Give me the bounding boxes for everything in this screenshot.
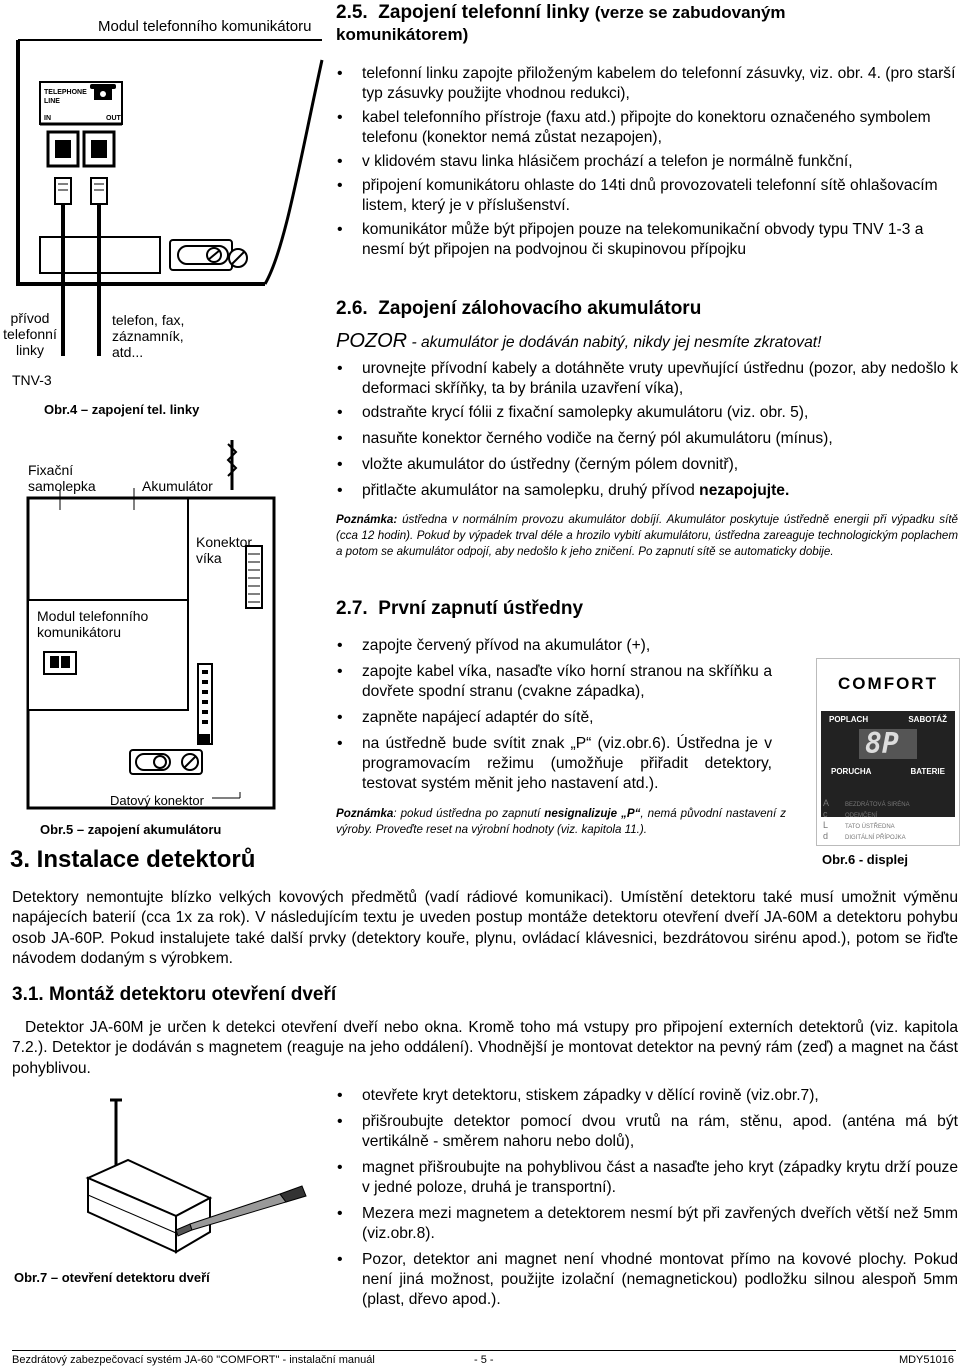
warning-word: POZOR	[336, 330, 408, 352]
section-2-5-number: 2.5.	[336, 2, 368, 23]
list-item: • kabel telefonního přístroje (faxu atd.) připojte do konektoru označeného symbolem telefonu (konektor nemá zůstat nezapojen),	[336, 108, 958, 148]
legend-key: c	[823, 809, 828, 819]
list-item: • zapojte červený přívod na akumulátor (+),	[336, 636, 772, 656]
legend-key: L	[823, 820, 829, 830]
fig5-konektor-label	[196, 534, 252, 566]
section-2-7-heading: První zapnutí ústředny	[378, 598, 584, 619]
porucha-label: PORUCHA	[831, 767, 872, 776]
list-item-text: přitlačte akumulátor na samolepku, druhý přívod	[362, 482, 700, 499]
list-item: • Mezera mezi magnetem a detektorem nesmí být při zavřených dveřích větší než 5mm (viz.obr.8).	[336, 1204, 958, 1244]
footer-doc-code: MDY51016	[898, 1354, 954, 1366]
section-2-5-title	[336, 2, 896, 46]
fig4-line-label-1: přívod	[10, 310, 50, 326]
legend-text: ODEMČENÍ	[845, 813, 878, 819]
list-item: • Pozor, detektor ani magnet není vhodné montovat přímo na kovové plochy. Pokud není jiná možnost, použijte izolační (nemagnetickou) podložku silnou alespoň 5mm (plast, dřevo apod.).	[336, 1250, 958, 1310]
fig4-phone-label	[112, 312, 184, 360]
section-2-5-list	[336, 64, 958, 260]
section-2-7-number: 2.7.	[336, 598, 368, 619]
fig4-port-in: IN	[44, 115, 51, 122]
fig5-konektor-2: víka	[196, 550, 222, 566]
list-item	[336, 481, 958, 501]
figure-4	[0, 0, 330, 430]
fig5-modul-1: Modul telefonního	[37, 608, 149, 624]
fig5-akumulator-label: Akumulátor	[142, 478, 213, 494]
legend-row	[823, 821, 955, 832]
figure-6-display	[816, 658, 960, 846]
fig7-caption: Obr.7 – otevření detektoru dveří	[14, 1270, 210, 1285]
note-text: : pokud ústředna po zapnutí	[393, 807, 545, 820]
list-item: • na ústředně bude svítit znak „P“ (viz.obr.6). Ústředna je v programovacím režimu (umožňuje přiřadit detektory, testovat systém měnit jeho nastavení atd.).	[336, 734, 772, 794]
note-label: Poznámka:	[336, 513, 398, 526]
fig5-modul-label	[37, 608, 148, 640]
poplach-label: POPLACH	[829, 715, 869, 724]
section-2-6-note	[336, 512, 958, 560]
fig4-telephone-line: TELEPHONE LINE	[44, 89, 87, 105]
note-bold: nesignalizuje „P“	[544, 807, 641, 820]
section-2-6-number: 2.6.	[336, 298, 368, 319]
fig6-caption: Obr.6 - displej	[822, 852, 908, 867]
section-2-6-heading: Zapojení zálohovacího akumulátoru	[378, 298, 702, 319]
sabotaz-label: SABOTÁŽ	[908, 715, 947, 724]
section-2-6-title	[336, 298, 701, 320]
list-item: • nasuňte konektor černého vodiče na černý pól akumulátoru (mínus),	[336, 429, 958, 449]
fig4-phone-label-1: telefon, fax,	[112, 312, 185, 328]
section-3-paragraph: Detektory nemontujte blízko velkých kovových předmětů (vadí rádiové komunikaci). Umístění detektoru také musí umožnit výměnu napájecích baterií (cca 1x za rok). V následujícím textu je uveden postup montáže detektoru otevření dveří JA-60M a detektoru pohybu osob JA-60P. Pokud instalujete také další prvky (detektory kouře, plynu, ovládací klávesnici, bezdrátovou sirénu apod.), potom se řiďte návodem dodaným s výrobkem.	[12, 889, 958, 968]
panel-brand: COMFORT	[817, 659, 959, 709]
section-2-5-heading-paren: (verze se zabudovaným komunikátorem)	[336, 3, 786, 44]
fig4-tnv: TNV-3	[12, 372, 52, 388]
legend-row	[823, 832, 955, 843]
list-item: • vložte akumulátor do ústředny (černým pólem dovnitř),	[336, 455, 958, 475]
legend-key: A	[823, 798, 830, 808]
footer-title: Bezdrátový zabezpečovací systém JA-60 "COMFORT" - instalační manuál	[12, 1354, 375, 1366]
battery-warning	[336, 330, 956, 353]
section-3-title: 3. Instalace detektorů	[10, 846, 256, 873]
led-digit: 8P	[865, 727, 899, 760]
fig5-modul-2: komunikátoru	[37, 624, 122, 640]
list-item: • magnet přišroubujte na pohyblivou část a nasaďte jeho kryt (západky krytu drží pouze v jedné poloze, druhá je transportní).	[336, 1158, 958, 1198]
legend-key: d	[823, 831, 829, 841]
list-item-bold: nezapojujte.	[699, 482, 790, 499]
section-3-1-list	[336, 1086, 958, 1310]
fig5-caption: Obr.5 – zapojení akumulátoru	[40, 822, 222, 837]
legend-text: DIGITÁLNÍ PŘÍPOJKA	[845, 835, 906, 841]
footer-page-number: - 5 -	[474, 1354, 494, 1366]
note-label: Poznámka	[336, 807, 394, 820]
fig5-datovy-label: Datový konektor	[110, 793, 204, 808]
list-item: • připojení komunikátoru ohlaste do 14ti dnů provozovateli telefonní sítě ohlašovacím listem, který je v příslušenství.	[336, 176, 958, 216]
legend-row	[823, 799, 955, 810]
list-item: • odstraňte krycí fólii z fixační samolepky akumulátoru (viz. obr. 5),	[336, 403, 958, 423]
list-item: • urovnejte přívodní kabely a dotáhněte vruty upevňující ústřednu (pozor, aby nedošlo k deformaci skříňky, ta by bránila uzavření víka),	[336, 359, 958, 399]
legend-row	[823, 810, 955, 821]
section-2-6-list	[336, 359, 958, 501]
list-item: • komunikátor může být připojen pouze na telekomunikační obvody typu TNV 1-3 a nesmí být připojen na podvojnou či skupinovou přípojku	[336, 220, 958, 260]
fig4-phone-label-3: atd...	[112, 344, 144, 360]
section-2-5-heading: Zapojení telefonní linky	[378, 2, 590, 23]
legend-text: BEZDRÁTOVÁ SIRÉNA	[845, 802, 910, 808]
warning-text: - akumulátor je dodáván nabitý, nikdy jej nesmíte zkratovat!	[407, 334, 822, 351]
footer-rule	[12, 1350, 956, 1351]
list-item: • zapněte napájecí adaptér do sítě,	[336, 708, 772, 728]
section-3-1-title: 3.1. Montáž detektoru otevření dveří	[12, 984, 337, 1005]
figure-7	[40, 1090, 310, 1270]
note-text-end: , nemá původní nastavení z výroby. Proveďte reset na výrobní hodnoty (viz. kapitola 11.).	[336, 807, 786, 836]
panel-legend	[823, 799, 955, 843]
fig5-fixacni-2: samolepka	[28, 478, 96, 494]
legend-text: TATO ÚSTŘEDNA	[845, 824, 895, 830]
fig5-konektor-1: Konektor	[196, 534, 253, 550]
list-item: • telefonní linku zapojte přiloženým kabelem do telefonní zásuvky, viz. obr. 4. (pro starší typ zásuvky použijte vhodnou redukci),	[336, 64, 958, 104]
section-3-1-paragraph: Detektor JA-60M je určen k detekci otevření dveří nebo okna. Kromě toho má vstupy pro připojení externích detektorů (viz. kapitola 7.2.). Detektor je dodáván s magnetem (reaguje na jeho oddálení). Vhodnější je montovat detektor na pevný rám (zeď) a magnet na část pohyblivou.	[12, 1019, 958, 1077]
phone-module-drawing	[0, 0, 330, 430]
note-text: ústředna v normálním provozu akumulátor dobíjí. Akumulátor poskytuje ústředně energii při výpadku sítě (cca 12 hodin). Pokud by výpadek trval déle a hrozilo vybití akumulátoru, ústředna zareaguje technologickým poplachem a potom se akumulátor odpojí, aby nedošlo k jeho zničení. Po zapnutí sítě se automaticky dobije.	[336, 513, 958, 558]
fig4-line-label-2: telefonní	[3, 326, 57, 342]
section-2-7-note	[336, 806, 786, 838]
led-display	[859, 729, 917, 759]
fig4-caption: Obr.4 – zapojení tel. linky	[44, 402, 200, 417]
baterie-label: BATERIE	[910, 767, 945, 776]
fig5-fixacni-label	[28, 462, 96, 494]
list-item: • přišroubujte detektor pomocí dvou vrutů na rám, stěnu, apod. (anténa má být vertikálně - směrem nahoru nebo dolů),	[336, 1112, 958, 1152]
list-item: • zapojte kabel víka, nasaďte víko horní stranou na skříňku a dovřete spodní stranu (cvakne západka),	[336, 662, 772, 702]
fig4-line-label-3: linky	[15, 342, 44, 358]
fig4-line-label	[2, 310, 58, 358]
fig5-fixacni-1: Fixační	[28, 462, 74, 478]
fig4-title: Modul telefonního komunikátoru	[98, 18, 312, 35]
section-2-7-list	[336, 636, 772, 794]
section-2-7-title	[336, 598, 583, 620]
door-detector-drawing	[40, 1090, 310, 1270]
fig4-port-out: OUT	[106, 115, 121, 122]
list-item: • otevřete kryt detektoru, stiskem západky v dělící rovině (viz.obr.7),	[336, 1086, 958, 1106]
fig4-phone-label-2: záznamník,	[112, 328, 184, 344]
list-item: • v klidovém stavu linka hlásičem prochází a telefon je normálně funkční,	[336, 152, 958, 172]
